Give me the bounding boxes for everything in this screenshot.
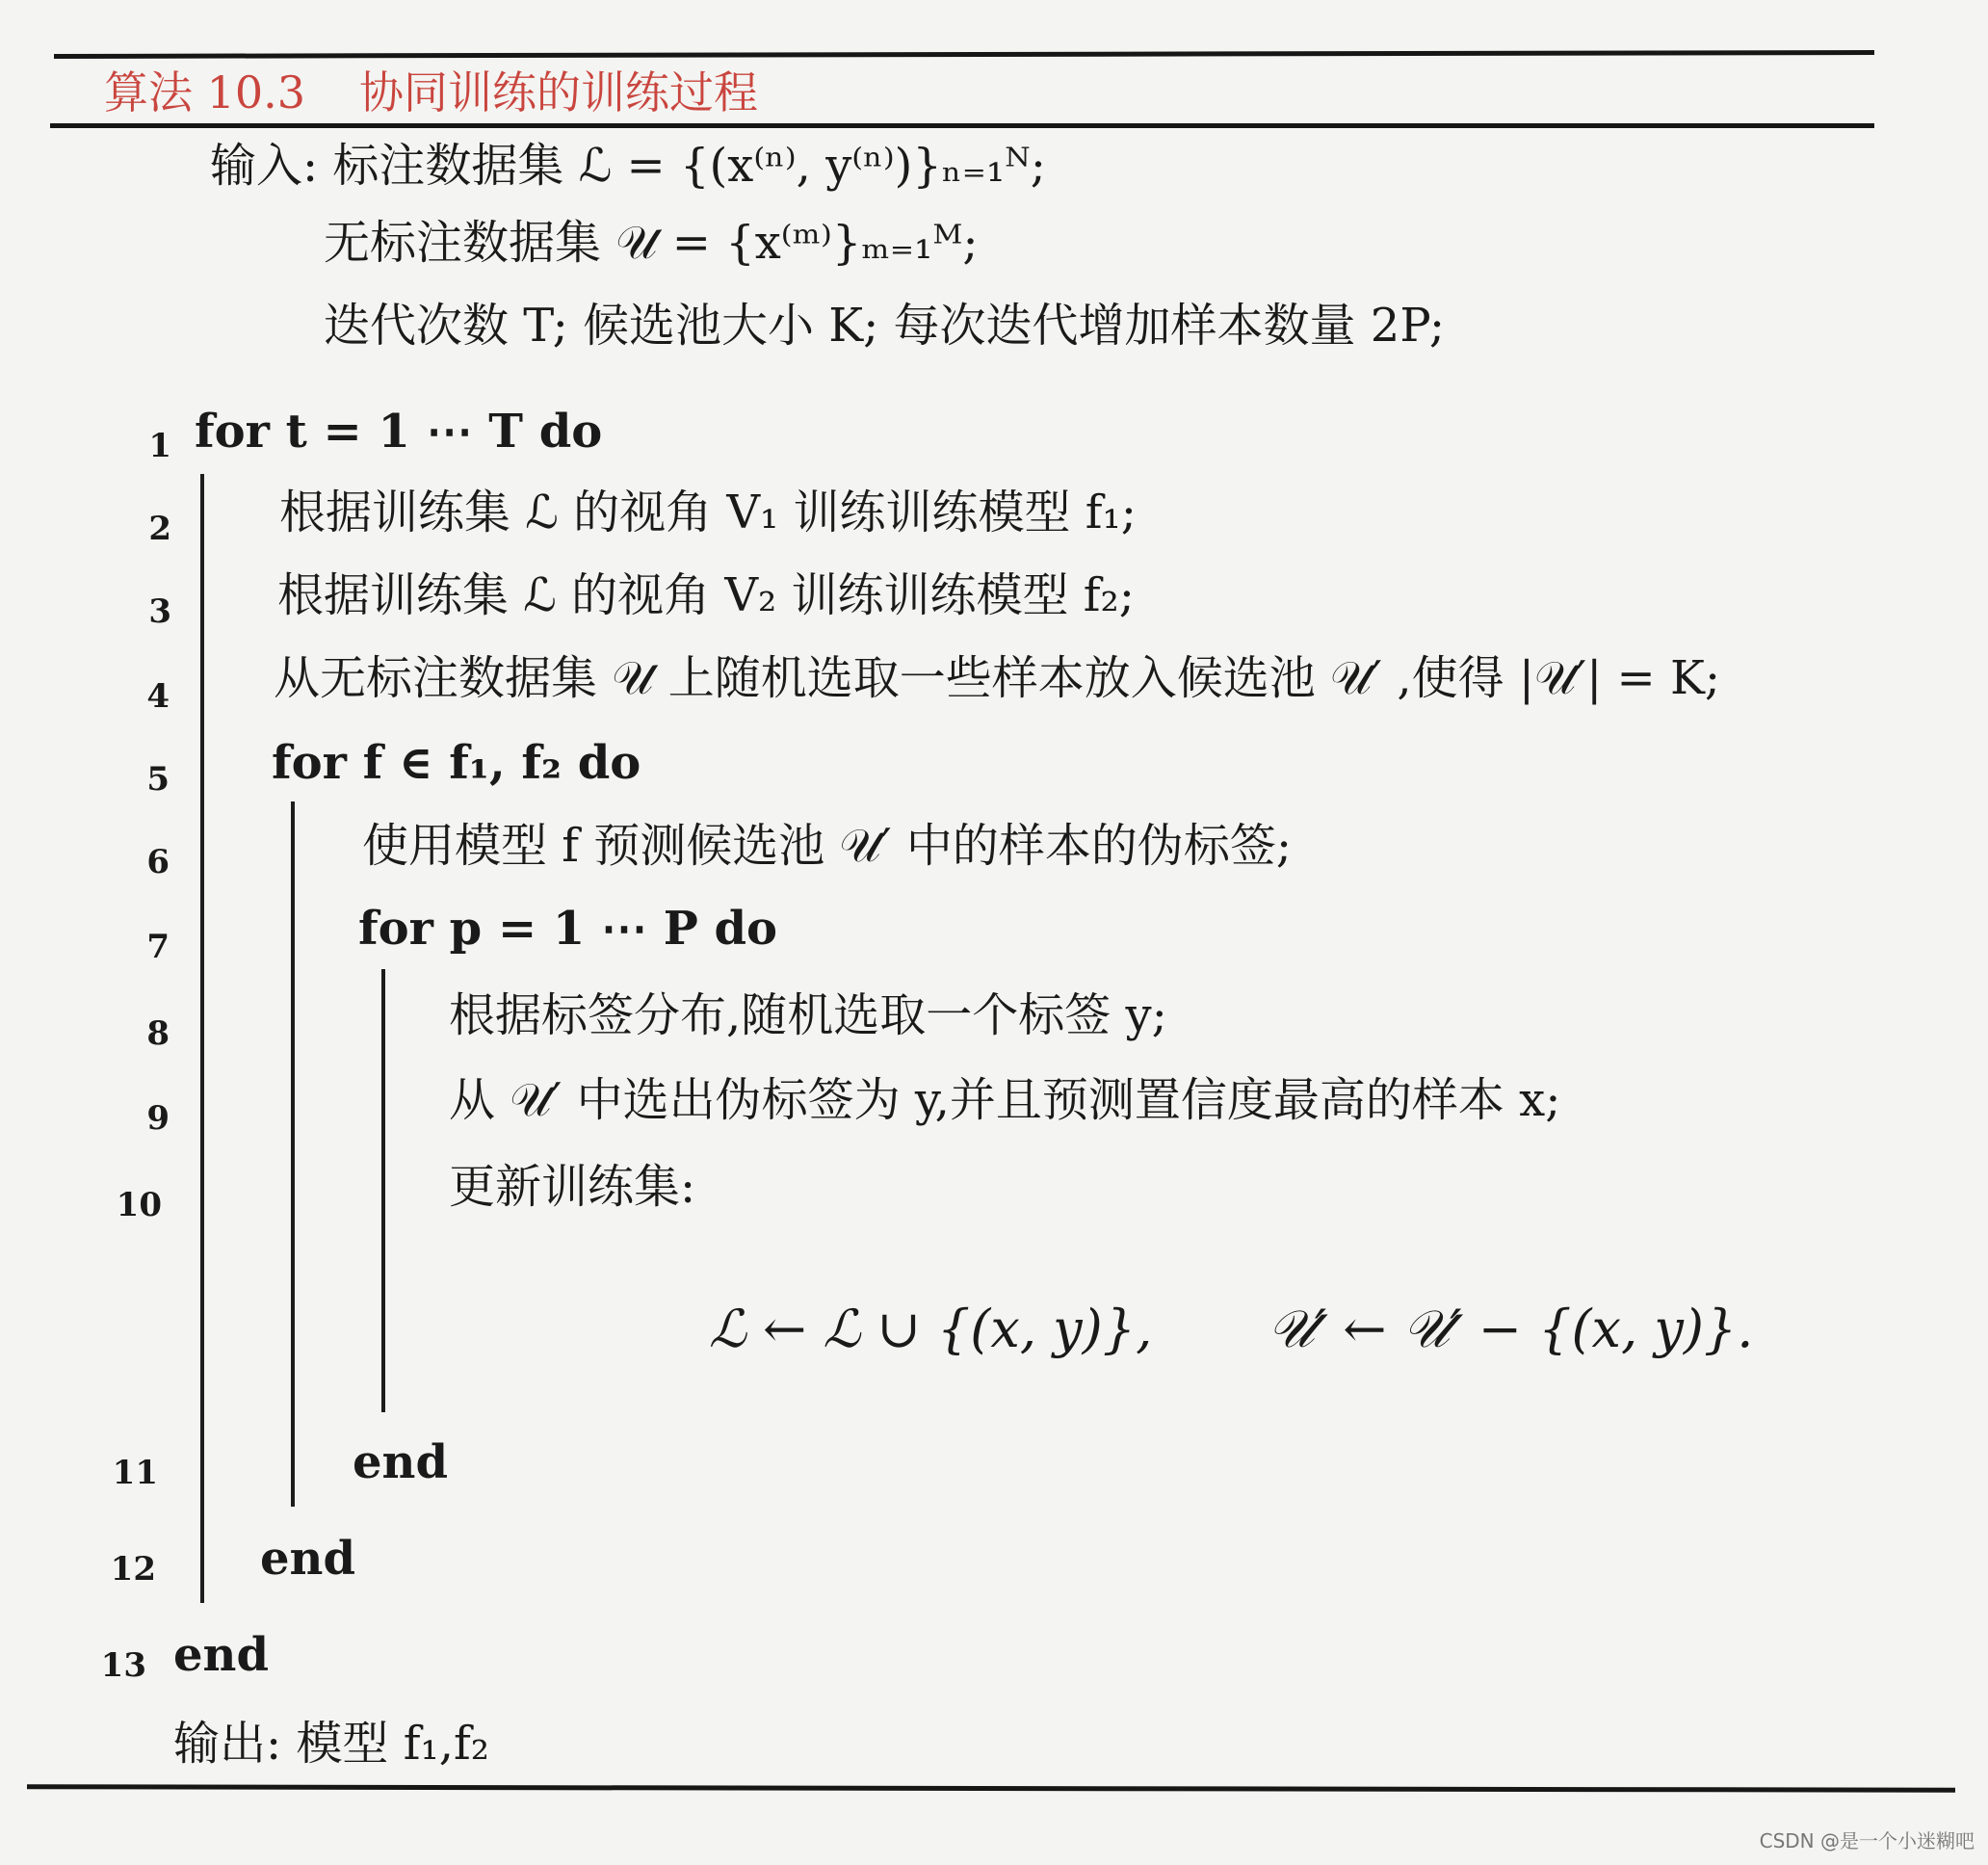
line-number-13: 13 bbox=[100, 1646, 146, 1685]
step-1: for t = 1 ⋯ T do bbox=[195, 405, 603, 459]
step-11: end bbox=[353, 1435, 448, 1489]
scope-bar-middle bbox=[291, 801, 295, 1507]
bottom-rule bbox=[27, 1784, 1955, 1792]
line-number-4: 4 bbox=[146, 677, 170, 716]
line-number-5: 5 bbox=[146, 760, 170, 799]
input-line-3: 迭代次数 T; 候选池大小 K; 每次迭代增加样本数量 2P; bbox=[324, 299, 1446, 353]
title-rule bbox=[50, 123, 1874, 128]
formula-left: ℒ ← ℒ ∪ {(x, y)}, bbox=[709, 1299, 1153, 1359]
line-number-1: 1 bbox=[148, 427, 171, 465]
step-6: 使用模型 f 预测候选池 𝒰′ 中的样本的伪标签; bbox=[362, 819, 1293, 873]
algorithm-name: 协同训练的训练过程 bbox=[359, 66, 759, 118]
step-8: 根据标签分布,随机选取一个标签 y; bbox=[449, 988, 1167, 1042]
step-7: for p = 1 ⋯ P do bbox=[358, 902, 778, 956]
line-number-7: 7 bbox=[146, 928, 170, 966]
step-10: 更新训练集: bbox=[449, 1160, 696, 1214]
line-number-9: 9 bbox=[146, 1099, 170, 1138]
algorithm-title bbox=[104, 58, 758, 121]
step-9: 从 𝒰′ 中选出伪标签为 y,并且预测置信度最高的样本 x; bbox=[449, 1073, 1561, 1127]
input-line-2: 无标注数据集 𝒰 = {x⁽ᵐ⁾}ₘ₌₁ᴹ; bbox=[324, 216, 979, 270]
step-13: end bbox=[173, 1628, 269, 1682]
algorithm-number: 算法 10.3 bbox=[104, 66, 306, 118]
output-line: 输出: 模型 f₁,f₂ bbox=[173, 1717, 489, 1771]
line-number-3: 3 bbox=[148, 592, 171, 631]
formula-right: 𝒰′ ← 𝒰′ − {(x, y)}. bbox=[1268, 1299, 1754, 1359]
line-number-6: 6 bbox=[146, 843, 170, 881]
scope-bar-inner bbox=[381, 969, 385, 1412]
step-4: 从无标注数据集 𝒰 上随机选取一些样本放入候选池 𝒰′ ,使得 |𝒰′| = K; bbox=[274, 651, 1721, 705]
line-number-11: 11 bbox=[112, 1454, 158, 1492]
input-line-1: 输入: 标注数据集 ℒ = {(x⁽ⁿ⁾, y⁽ⁿ⁾)}ₙ₌₁ᴺ; bbox=[210, 139, 1046, 193]
watermark: CSDN @是一个小迷糊吧 bbox=[1759, 1829, 1975, 1852]
line-number-8: 8 bbox=[146, 1014, 170, 1053]
step-12: end bbox=[260, 1532, 355, 1586]
line-number-10: 10 bbox=[116, 1186, 162, 1224]
line-number-2: 2 bbox=[148, 510, 171, 548]
step-3: 根据训练集 ℒ 的视角 V₂ 训练训练模型 f₂; bbox=[277, 568, 1135, 622]
update-formula bbox=[709, 1299, 1753, 1360]
line-number-12: 12 bbox=[110, 1550, 156, 1589]
step-2: 根据训练集 ℒ 的视角 V₁ 训练训练模型 f₁; bbox=[279, 486, 1137, 539]
scope-bar-outer bbox=[200, 474, 204, 1603]
step-5: for f ∈ f₁, f₂ do bbox=[272, 736, 641, 790]
